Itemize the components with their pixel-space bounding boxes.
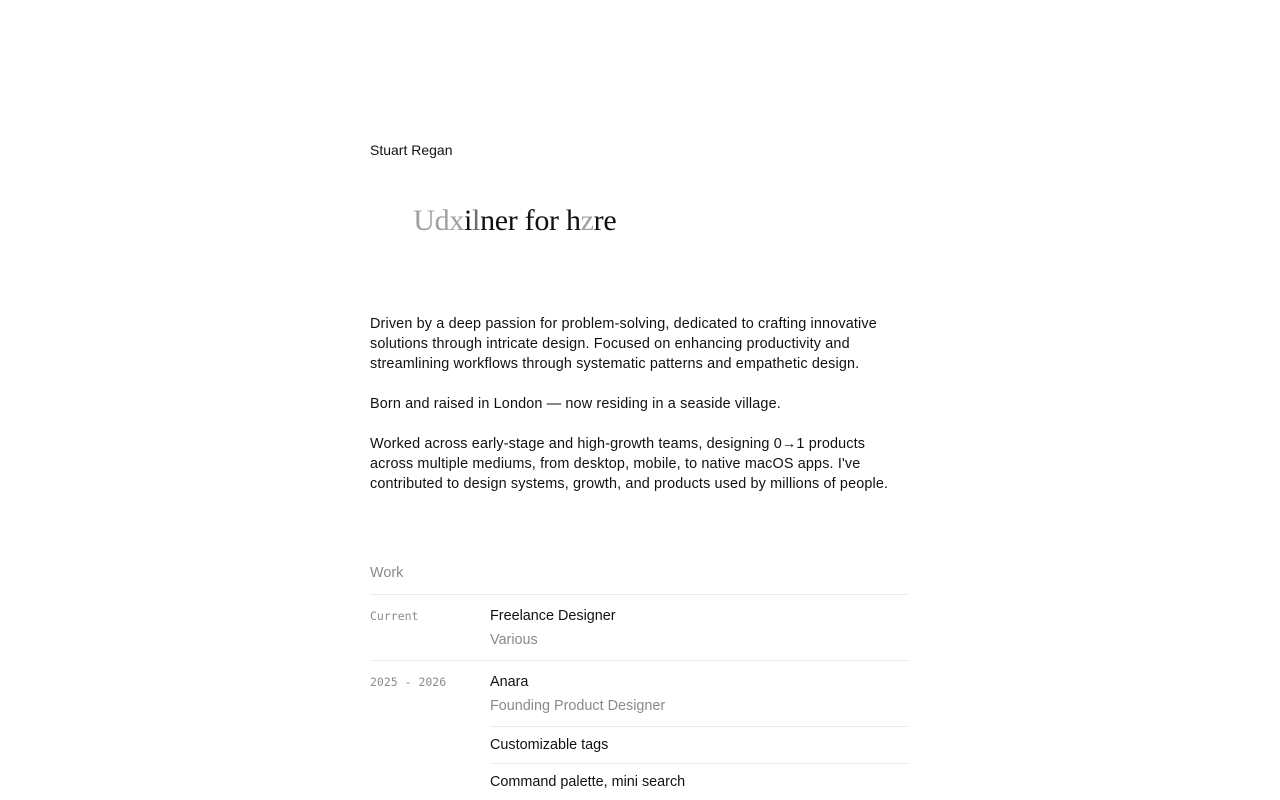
job-row	[370, 661, 909, 800]
job-main	[490, 595, 909, 660]
job-title: Anara	[490, 674, 529, 690]
animated-tagline	[370, 170, 910, 272]
bio-paragraph: Worked across early-stage and high-growth teams, designing 0→1 products across multiple mediums, from desktop, mobile, to native macOS apps. I've contributed to design systems, growth, and products used by millions of people.	[370, 436, 889, 492]
author-name: Stuart Regan	[370, 142, 453, 158]
work-section	[370, 562, 909, 800]
project-link-command-palette[interactable]: Command palette, mini search	[490, 763, 909, 800]
job-details	[490, 595, 909, 660]
tagline-segment: Udx	[413, 204, 464, 237]
job-main	[490, 661, 909, 726]
work-heading: Work	[370, 562, 909, 595]
tagline-segment: ner for h	[480, 204, 581, 237]
job-subtitle: Various	[490, 632, 538, 648]
job-date: 2025 - 2026	[370, 675, 447, 689]
tagline-segment: re	[593, 204, 617, 237]
bio-paragraph: Born and raised in London — now residing in a seaside village.	[370, 396, 781, 412]
intro-section	[370, 140, 910, 514]
tagline-segment: z	[580, 204, 594, 237]
bio	[370, 314, 910, 494]
job-date: Current	[370, 609, 419, 623]
project-link-customizable-tags[interactable]: Customizable tags	[490, 726, 909, 763]
tagline-segment: l	[472, 204, 481, 237]
job-details	[490, 661, 909, 800]
bio-paragraph: Driven by a deep passion for problem-solving, dedicated to crafting innovative solutions through intricate design. Focused on enhancing productivity and streamlining workflows through systematic patterns and empathetic design.	[370, 316, 877, 372]
job-row	[370, 595, 909, 661]
job-title: Freelance Designer	[490, 608, 616, 624]
job-subtitle: Founding Product Designer	[490, 698, 666, 714]
tagline-segment: i	[463, 204, 473, 237]
